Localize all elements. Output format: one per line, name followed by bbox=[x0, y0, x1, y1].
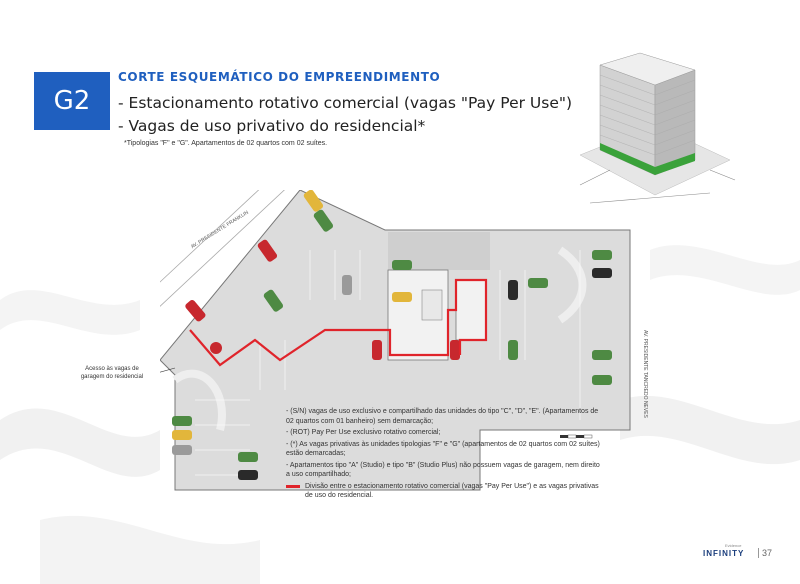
street-label-top: AV. PRESIDENTE FRANKLIN bbox=[190, 209, 250, 251]
legend-item-rot: - (ROT) Pay Per Use exclusivo rotativo comercial; bbox=[286, 429, 441, 436]
legend-item-division bbox=[286, 482, 604, 501]
brand-logo: INFINITY bbox=[703, 549, 745, 558]
heading-footnote: *Tipologias "F" e "G". Apartamentos de 02 quartos com 02 suítes. bbox=[124, 140, 328, 147]
page-number: 37 bbox=[758, 548, 772, 558]
legend bbox=[286, 407, 604, 501]
legend-division-text: Divisão entre o estacionamento rotativo comercial (vagas "Pay Per Use") e as vagas privativas de uso do residencial. bbox=[305, 482, 599, 499]
section-badge: G2 bbox=[34, 72, 110, 130]
section-kicker: CORTE ESQUEMÁTICO DO EMPREENDIMENTO bbox=[118, 70, 441, 84]
access-note: Acesso às vagas de garagem do residencial bbox=[80, 366, 144, 380]
legend-item-sn: - (S/N) vagas de uso exclusivo e compartilhado das unidades do tipo "C", "D", "E". (Apartamentos de 02 quartos com 01 banheiro) sem demarcação; bbox=[286, 408, 599, 425]
red-line-icon bbox=[286, 485, 300, 488]
street-label-right: AV. PRESIDENTE TANCREDO NEVES bbox=[642, 330, 648, 418]
brand-subtitle: Evidence bbox=[725, 543, 742, 548]
legend-item-studio: - Apartamentos tipo "A" (Studio) e tipo "B" (Studio Plus) não possuem vagas de garagem, nem direito a uso compartilhado; bbox=[286, 461, 600, 478]
heading-line-commercial: - Estacionamento rotativo comercial (vagas "Pay Per Use") bbox=[118, 94, 573, 112]
heading-line-residential: - Vagas de uso privativo do residencial* bbox=[118, 117, 426, 135]
legend-item-private: - (*) As vagas privativas às unidades tipologias "F" e "G" (apartamentos de 02 quartos com 02 suítes) estão demarcadas; bbox=[286, 440, 600, 457]
